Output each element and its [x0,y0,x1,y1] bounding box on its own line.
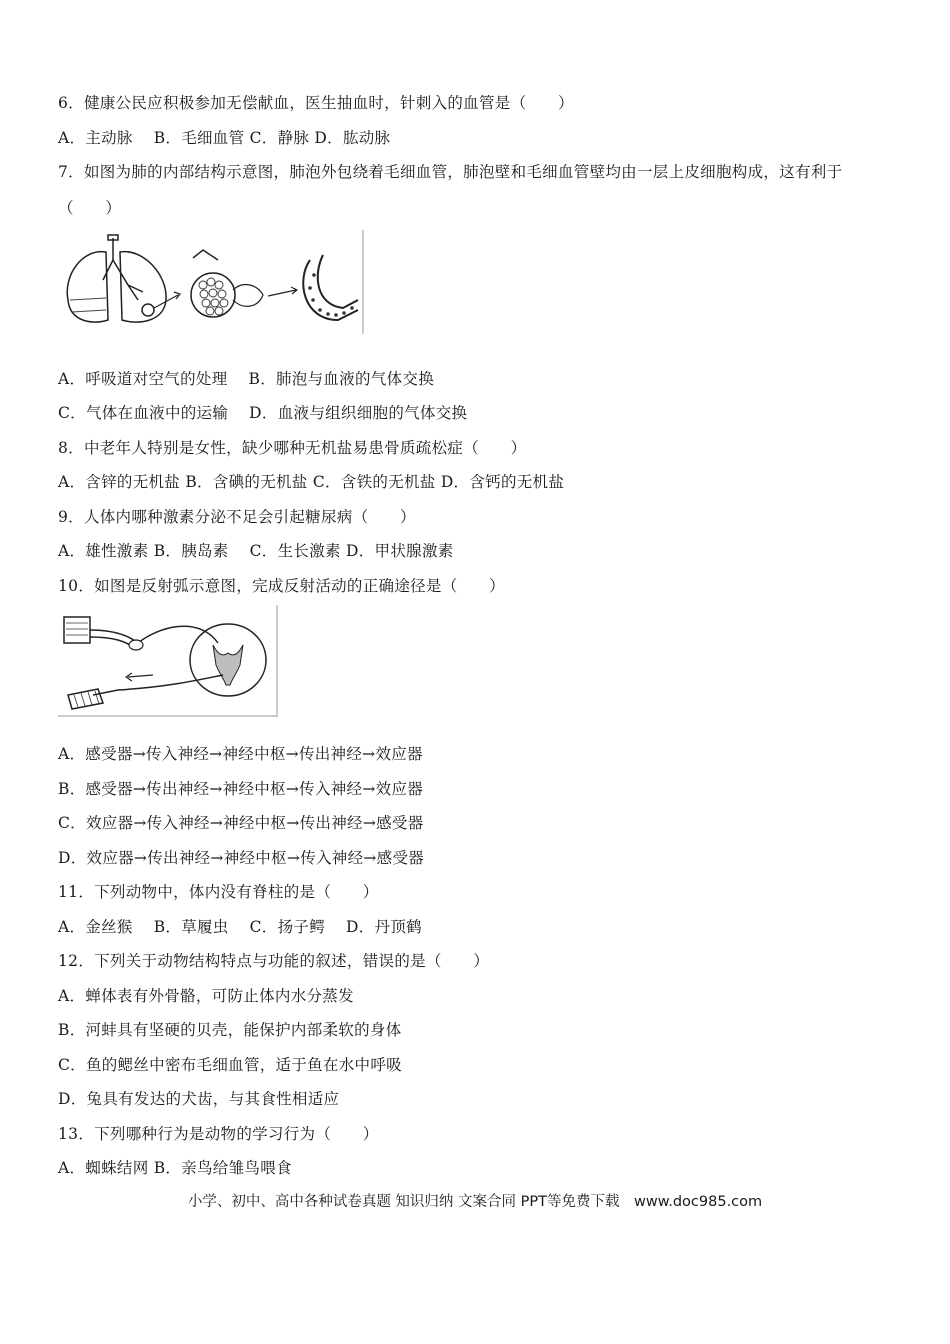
question-11-options: A．金丝猴 B．草履虫 C．扬子鳄 D．丹顶鹤 [58,918,422,936]
lung-diagram-svg [58,230,364,334]
receptor [64,617,90,643]
question-12-stem: 12．下列关于动物结构特点与功能的叙述，错误的是（ ） [58,952,490,970]
question-6-options: A．主动脉 B．毛细血管 C．静脉 D．肱动脉 [58,129,391,147]
question-12-option-c: C．鱼的鳃丝中密布毛细血管，适于鱼在水中呼吸 [58,1056,402,1074]
question-12-option-b: B．河蚌具有坚硬的贝壳，能保护内部柔软的身体 [58,1021,402,1039]
question-13-stem: 13．下列哪种行为是动物的学习行为（ ） [58,1125,379,1143]
question-11-stem: 11．下列动物中，体内没有脊柱的是（ ） [58,883,379,901]
reflex-arc-svg [58,605,278,717]
right-lung [120,252,166,322]
question-7-stem: 7．如图为肺的内部结构示意图，肺泡外包绕着毛细血管，肺泡壁和毛细血管壁均由一层上皮细胞构成，这有利于 [58,163,843,181]
question-7-option-ab: A．呼吸道对空气的处理 B．肺泡与血液的气体交换 [58,370,435,388]
question-8-stem: 8．中老年人特别是女性，缺少哪种无机盐易患骨质疏松症（ ） [58,439,527,457]
reflex-arc-figure [58,605,278,717]
question-12-option-a: A．蝉体表有外骨骼，可防止体内水分蒸发 [58,987,354,1005]
question-9-options: A．雄性激素 B．胰岛素 C．生长激素 D．甲状腺激素 [58,542,454,560]
question-8-options: A．含锌的无机盐 B．含碘的无机盐 C．含铁的无机盐 D．含钙的无机盐 [58,473,565,491]
question-7-option-cd: C．气体在血液中的运输 D．血液与组织细胞的气体交换 [58,404,468,422]
page-footer: 小学、初中、高中各种试卷真题 知识归纳 文案合同 PPT等免费下载 www.doc985.com [187,1194,763,1210]
alveoli-cluster [191,273,235,317]
question-6-stem: 6．健康公民应积极参加无偿献血，医生抽血时，针刺入的血管是（ ） [58,94,574,112]
question-9-stem: 9．人体内哪种激素分泌不足会引起糖尿病（ ） [58,508,416,526]
question-10-option-c: C．效应器→传入神经→神经中枢→传出神经→感受器 [58,814,424,832]
question-10-stem: 10．如图是反射弧示意图，完成反射活动的正确途径是（ ） [58,577,505,595]
lung-structure-figure [58,230,364,334]
question-13-options: A．蜘蛛结网 B．亲鸟给雏鸟喂食 [58,1159,292,1177]
question-12-option-d: D．兔具有发达的犬齿，与其食性相适应 [58,1090,340,1108]
question-10-option-d: D．效应器→传出神经→神经中枢→传入神经→感受器 [58,849,425,867]
question-10-option-a: A．感受器→传入神经→神经中枢→传出神经→效应器 [58,745,423,763]
question-7-stem-cont: （ ） [58,199,122,217]
trachea [108,235,118,260]
question-10-option-b: B．感受器→传出神经→神经中枢→传入神经→效应器 [58,780,424,798]
